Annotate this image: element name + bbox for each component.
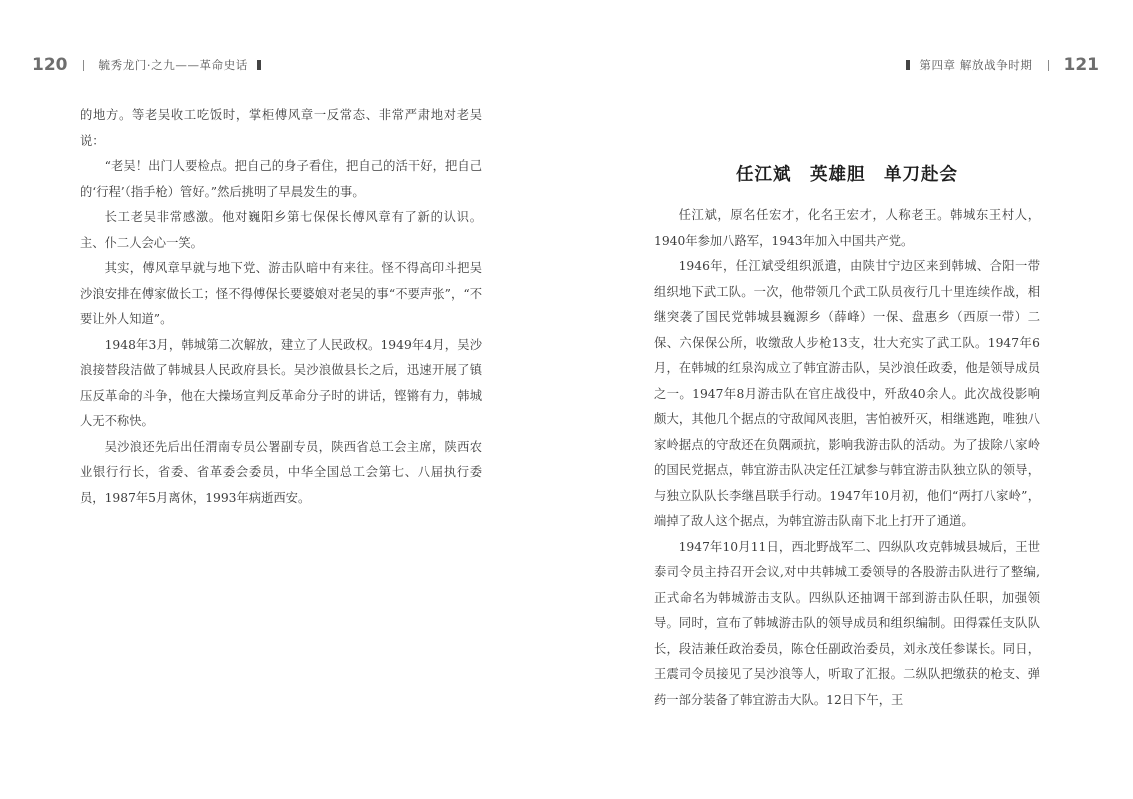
left-page-number: 120 — [32, 55, 68, 75]
paragraph: 长工老吴非常感激。他对巍阳乡第七保保长傅风章有了新的认识。主、仆二人会心一笑。 — [80, 210, 482, 250]
paragraph: 1948年3月，韩城第二次解放，建立了人民政权。1949年4月，吴沙浪接替段洁做了韩城县人民政府县长。吴沙浪做县长之后，迅速开展了镇压反革命的斗争，他在大操场宣判反革命分子时的讲话，铿锵有力，韩城人无不称快。 — [80, 337, 482, 428]
header-block-mark — [906, 60, 910, 70]
paragraph: “老吴！出门人要检点。把自己的身子看住，把自己的活干好，把自己的‘行程’（指手枪）管好。”然后挑明了早晨发生的事。 — [80, 159, 482, 199]
paragraph: 吴沙浪还先后出任渭南专员公署副专员，陕西省总工会主席，陕西农业银行行长，省委、省革委会委员，中华全国总工会第七、八届执行委员，1987年5月离休，1993年病逝西安。 — [80, 439, 482, 505]
left-page-header — [32, 54, 270, 76]
paragraph: 其实，傅风章早就与地下党、游击队暗中有来往。怪不得高印斗把吴沙浪安排在傅家做长工；怪不得傅保长要婆娘对老吴的事“不要声张”，“不要让外人知道”。 — [80, 261, 482, 326]
header-block-mark — [257, 60, 261, 70]
paragraph: 任江斌，原名任宏才，化名王宏才，人称老王。韩城东王村人，1940年参加八路军，1943年加入中国共产党。 — [654, 208, 1040, 248]
right-page-number: 121 — [1063, 55, 1099, 75]
right-running-title: 第四章 解放战争时期 — [919, 58, 1033, 72]
left-running-title: 毓秀龙门·之九——革命史话 — [98, 58, 248, 72]
article-title: 任江斌 英雄胆 单刀赴会 — [736, 165, 958, 185]
right-body-text — [654, 203, 1040, 713]
header-separator — [1048, 60, 1049, 71]
left-body-text — [80, 103, 482, 511]
right-page-header — [897, 54, 1099, 76]
paragraph: 的地方。等老吴收工吃饭时，掌柜傅风章一反常态、非常严肃地对老吴说： — [80, 108, 482, 148]
right-page — [566, 0, 1133, 799]
left-page — [0, 0, 566, 799]
paragraph: 1947年10月11日，西北野战军二、四纵队攻克韩城县城后，王世泰司令员主持召开会议,对中共韩城工委领导的各股游击队进行了整编,正式命名为韩城游击支队。四纵队还抽调干部到游击队任职，加强领导。同时，宣布了韩城游击队的领导成员和组织编制。田得霖任支队队长，段洁兼任政治委员，陈仓任副政治委员，刘永茂任参谋长。同日，王震司令员接见了吴沙浪等人，听取了汇报。二纵队把缴获的枪支、弹药一部分装备了韩宜游击大队。12日下午，王 — [654, 539, 1040, 707]
paragraph: 1946年，任江斌受组织派遣，由陕甘宁边区来到韩城、合阳一带组织地下武工队。一次，他带领几个武工队员夜行几十里连续作战，相继突袭了国民党韩城县巍源乡（薛峰）一保、盘惠乡（西原一带）二保、六保保公所，收缴敌人步枪13支，壮大充实了武工队。1947年6月，在韩城的红泉沟成立了韩宜游击队，吴沙浪任政委，他是领导成员之一。1947年8月游击队在官庄战役中，歼敌40余人。此次战役影响颇大，其他几个据点的守敌闻风丧胆，害怕被歼灭，相继逃跑，唯独八家岭据点的守敌还在负隅顽抗，影响我游击队的活动。为了拔除八家岭的国民党据点，韩宜游击队决定任江斌参与韩宜游击队独立队的领导，与独立队队长李继昌联手行动。1947年10月初，他们“两打八家岭”，端掉了敌人这个据点，为韩宜游击队南下北上打开了通道。 — [654, 259, 1040, 528]
header-separator — [83, 60, 84, 71]
